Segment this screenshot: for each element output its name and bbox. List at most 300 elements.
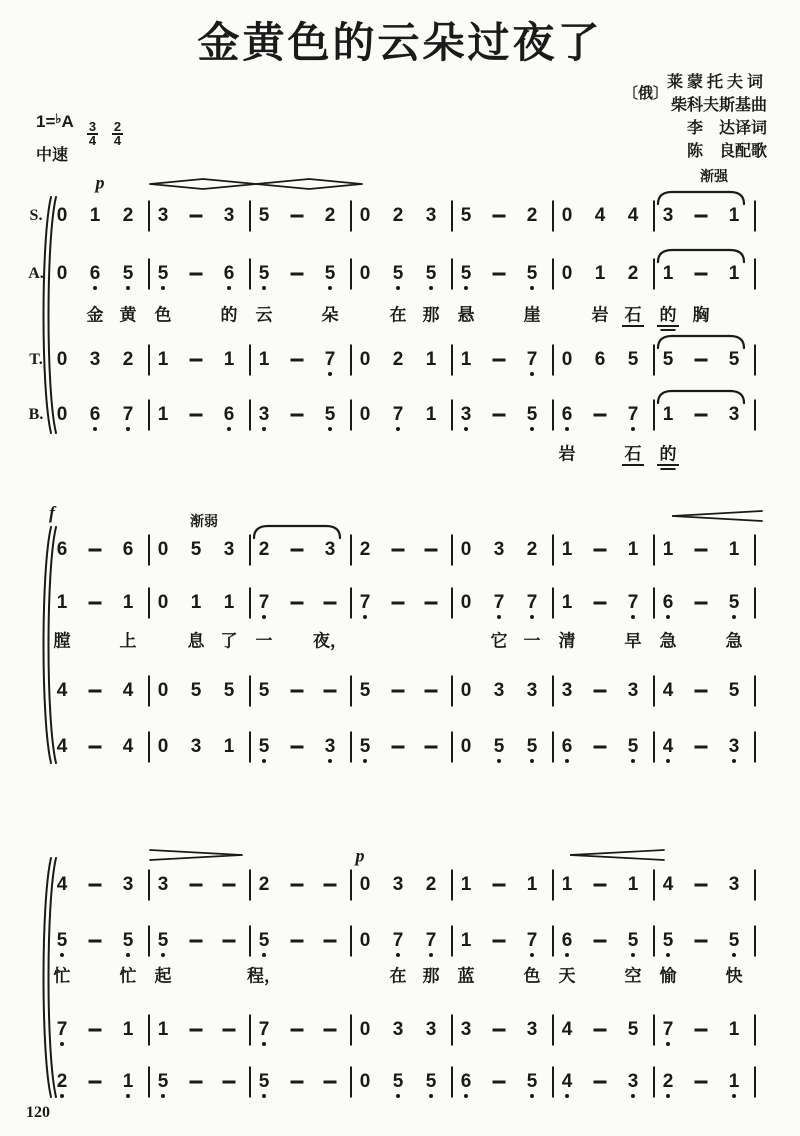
- note-digit: 1: [627, 539, 639, 560]
- note-digit: 7: [392, 930, 404, 951]
- octave-dot-low: [161, 286, 165, 290]
- swell-hairpin: [150, 176, 256, 192]
- lyric-syllable: 色: [523, 966, 541, 986]
- note-digit: 0: [56, 349, 68, 370]
- note-digit: 2: [56, 1071, 68, 1092]
- note-digit: 5: [122, 930, 134, 951]
- barline: [350, 535, 352, 566]
- lyric-syllable: 它: [490, 631, 508, 651]
- dash-mark: [291, 359, 304, 362]
- barline: [653, 345, 655, 376]
- dash-mark: [493, 359, 506, 362]
- octave-dot-low: [464, 1094, 468, 1098]
- note-digit: 5: [627, 736, 639, 757]
- dash-mark: [594, 1081, 607, 1084]
- octave-dot-low: [631, 615, 635, 619]
- barline: [653, 259, 655, 290]
- barline: [552, 1015, 554, 1046]
- note-digit: 3: [392, 1019, 404, 1040]
- note-digit: 3: [190, 736, 202, 757]
- note-digit: 7: [662, 1019, 674, 1040]
- note-digit: 1: [56, 592, 68, 613]
- dash-mark: [324, 690, 337, 693]
- note-digit: 0: [157, 680, 169, 701]
- note-digit: 7: [526, 592, 538, 613]
- note-digit: 2: [526, 539, 538, 560]
- note-digit: 0: [56, 263, 68, 284]
- lyric-syllable: 色: [154, 305, 172, 325]
- note-digit: 3: [157, 205, 169, 226]
- note-digit: 3: [493, 680, 505, 701]
- barline: [754, 926, 756, 957]
- barline: [249, 259, 251, 290]
- note-digit: 0: [157, 539, 169, 560]
- note-digit: 7: [324, 349, 336, 370]
- note-digit: 7: [627, 592, 639, 613]
- dash-mark: [291, 273, 304, 276]
- lyric-syllable: 上: [119, 631, 137, 651]
- lyric-syllable: 石: [624, 444, 642, 464]
- dash-mark: [425, 549, 438, 552]
- barline: [148, 676, 150, 707]
- lyric-syllable: 的: [659, 305, 677, 325]
- note-digit: 5: [157, 1071, 169, 1092]
- dim-hairpin: [150, 847, 242, 863]
- barline: [451, 535, 453, 566]
- note-digit: 3: [493, 539, 505, 560]
- barline: [451, 400, 453, 431]
- note-digit: 7: [425, 930, 437, 951]
- note-digit: 4: [56, 874, 68, 895]
- octave-dot-low: [666, 615, 670, 619]
- note-digit: 7: [56, 1019, 68, 1040]
- note-digit: 6: [56, 539, 68, 560]
- barline: [552, 732, 554, 763]
- note-digit: 5: [460, 205, 472, 226]
- octave-dot-low: [732, 759, 736, 763]
- dash-mark: [291, 1081, 304, 1084]
- dash-mark: [324, 1081, 337, 1084]
- lyric-syllable: 愉: [659, 966, 677, 986]
- note-digit: 1: [122, 1019, 134, 1040]
- note-digit: 7: [526, 930, 538, 951]
- note-digit: 7: [258, 592, 270, 613]
- barline: [451, 1067, 453, 1098]
- note-digit: 3: [561, 680, 573, 701]
- octave-dot-low: [565, 1094, 569, 1098]
- note-digit: 1: [728, 263, 740, 284]
- note-digit: 3: [728, 736, 740, 757]
- barline: [552, 400, 554, 431]
- note-digit: 6: [122, 539, 134, 560]
- dash-mark: [594, 602, 607, 605]
- note-digit: 5: [728, 680, 740, 701]
- note-digit: 1: [627, 874, 639, 895]
- octave-dot-low: [93, 286, 97, 290]
- barline: [653, 926, 655, 957]
- barline: [249, 588, 251, 619]
- dash-mark: [695, 215, 708, 218]
- note-digit: 6: [662, 592, 674, 613]
- lyric-syllable: 那: [422, 966, 440, 986]
- octave-dot-low: [429, 286, 433, 290]
- dash-mark: [695, 690, 708, 693]
- note-digit: 5: [223, 680, 235, 701]
- lyric-syllable: 忙: [119, 966, 137, 986]
- barline: [350, 201, 352, 232]
- dash-mark: [324, 602, 337, 605]
- barline: [653, 1067, 655, 1098]
- lyric-syllable: 忙: [53, 966, 71, 986]
- voice-label-s: S.: [29, 207, 43, 224]
- octave-dot-low: [396, 286, 400, 290]
- lyric-syllable: 在: [389, 966, 407, 986]
- octave-dot-low: [530, 953, 534, 957]
- note-digit: 0: [359, 205, 371, 226]
- note-digit: 5: [258, 205, 270, 226]
- barline: [451, 345, 453, 376]
- note-digit: 7: [258, 1019, 270, 1040]
- note-digit: 1: [662, 263, 674, 284]
- lyric-syllable: 云: [255, 305, 273, 325]
- octave-dot-low: [328, 286, 332, 290]
- octave-dot-low: [262, 427, 266, 431]
- lyric-underline-2: [661, 468, 676, 470]
- dash-mark: [324, 940, 337, 943]
- lyric-underline: [622, 464, 644, 466]
- octave-dot-low: [126, 953, 130, 957]
- note-digit: 5: [258, 680, 270, 701]
- note-digit: 6: [594, 349, 606, 370]
- dynamic-marking: p: [95, 172, 105, 193]
- octave-dot-low: [396, 427, 400, 431]
- octave-dot-low: [262, 953, 266, 957]
- dynamic-marking: f: [49, 502, 55, 523]
- lyric-syllable: 清: [558, 631, 576, 651]
- octave-dot-low: [262, 286, 266, 290]
- note-digit: 2: [258, 874, 270, 895]
- note-digit: 3: [324, 539, 336, 560]
- lyric-syllable: 空: [624, 966, 642, 986]
- note-digit: 1: [223, 592, 235, 613]
- note-digit: 4: [627, 205, 639, 226]
- barline: [754, 1067, 756, 1098]
- dash-mark: [425, 690, 438, 693]
- note-digit: 5: [258, 1071, 270, 1092]
- octave-dot-low: [126, 286, 130, 290]
- note-digit: 1: [662, 539, 674, 560]
- barline: [754, 588, 756, 619]
- octave-dot-low: [227, 427, 231, 431]
- note-digit: 5: [728, 592, 740, 613]
- dash-mark: [594, 549, 607, 552]
- note-digit: 4: [561, 1019, 573, 1040]
- dash-mark: [291, 602, 304, 605]
- note-digit: 2: [122, 205, 134, 226]
- credit-origin: 〔俄〕: [622, 85, 668, 102]
- note-digit: 4: [122, 736, 134, 757]
- note-digit: 0: [359, 349, 371, 370]
- note-digit: 4: [594, 205, 606, 226]
- barline: [148, 400, 150, 431]
- dash-mark: [695, 273, 708, 276]
- note-digit: 0: [359, 263, 371, 284]
- note-digit: 1: [122, 592, 134, 613]
- dash-mark: [223, 940, 236, 943]
- note-digit: 7: [493, 592, 505, 613]
- octave-dot-low: [126, 427, 130, 431]
- note-digit: 1: [561, 592, 573, 613]
- credit-lyricist: 莱蒙托夫词: [666, 74, 767, 91]
- note-digit: 1: [425, 404, 437, 425]
- octave-dot-low: [666, 1042, 670, 1046]
- time-signature-2-4: $\frac{2}{4}$: [113, 119, 122, 148]
- note-digit: 0: [359, 1019, 371, 1040]
- note-digit: 0: [460, 736, 472, 757]
- barline: [552, 676, 554, 707]
- dash-mark: [425, 746, 438, 749]
- note-digit: 2: [627, 263, 639, 284]
- slur-tie: [252, 523, 342, 539]
- barline: [653, 870, 655, 901]
- note-digit: 5: [157, 263, 169, 284]
- dash-mark: [695, 549, 708, 552]
- lyric-syllable: 夜，: [313, 631, 347, 651]
- note-digit: 1: [460, 930, 472, 951]
- page-number: 120: [26, 1104, 50, 1121]
- dash-mark: [493, 1081, 506, 1084]
- note-digit: 7: [122, 404, 134, 425]
- note-digit: 6: [89, 404, 101, 425]
- note-digit: 3: [728, 874, 740, 895]
- note-digit: 3: [122, 874, 134, 895]
- key-text: 1=♭A: [36, 111, 74, 131]
- dash-mark: [190, 1081, 203, 1084]
- octave-dot-low: [497, 615, 501, 619]
- note-digit: 2: [324, 205, 336, 226]
- lyric-syllable: 天: [558, 966, 576, 986]
- lyric-underline: [657, 325, 679, 327]
- dash-mark: [190, 215, 203, 218]
- note-digit: 0: [56, 205, 68, 226]
- note-digit: 7: [526, 349, 538, 370]
- barline: [653, 1015, 655, 1046]
- note-digit: 6: [223, 404, 235, 425]
- barline: [350, 870, 352, 901]
- octave-dot-low: [530, 615, 534, 619]
- barline: [653, 732, 655, 763]
- note-digit: 1: [157, 349, 169, 370]
- dash-mark: [291, 549, 304, 552]
- dash-mark: [89, 884, 102, 887]
- octave-dot-low: [262, 1094, 266, 1098]
- note-digit: 4: [662, 736, 674, 757]
- note-digit: 0: [359, 404, 371, 425]
- dash-mark: [89, 1029, 102, 1032]
- dash-mark: [594, 884, 607, 887]
- octave-dot-low: [464, 286, 468, 290]
- lyric-syllable: 膛: [53, 631, 71, 651]
- dash-mark: [695, 746, 708, 749]
- note-digit: 3: [157, 874, 169, 895]
- note-digit: 1: [526, 874, 538, 895]
- dash-mark: [493, 884, 506, 887]
- note-digit: 3: [662, 205, 674, 226]
- barline: [653, 535, 655, 566]
- note-digit: 5: [324, 263, 336, 284]
- lyric-syllable: 那: [422, 305, 440, 325]
- note-digit: 1: [728, 205, 740, 226]
- swell-hairpin: [256, 176, 362, 192]
- barline: [249, 201, 251, 232]
- note-digit: 5: [728, 930, 740, 951]
- dash-mark: [291, 690, 304, 693]
- note-digit: 5: [662, 930, 674, 951]
- note-digit: 1: [728, 1019, 740, 1040]
- credit-translator: 李 达译词: [686, 120, 767, 137]
- note-digit: 1: [561, 874, 573, 895]
- note-digit: 1: [258, 349, 270, 370]
- dash-mark: [89, 1081, 102, 1084]
- octave-dot-low: [497, 759, 501, 763]
- dash-mark: [190, 359, 203, 362]
- note-digit: 3: [324, 736, 336, 757]
- slur-tie: [656, 189, 746, 205]
- octave-dot-low: [227, 286, 231, 290]
- lyric-syllable: 蓝: [457, 966, 475, 986]
- octave-dot-low: [126, 1094, 130, 1098]
- note-digit: 3: [425, 205, 437, 226]
- lyric-syllable: 岩: [591, 305, 609, 325]
- barline: [451, 1015, 453, 1046]
- note-digit: 7: [359, 592, 371, 613]
- dash-mark: [695, 884, 708, 887]
- note-digit: 5: [392, 263, 404, 284]
- note-digit: 1: [728, 1071, 740, 1092]
- octave-dot-low: [363, 759, 367, 763]
- barline: [350, 676, 352, 707]
- barline: [148, 588, 150, 619]
- note-digit: 1: [425, 349, 437, 370]
- credit-arranger: 陈 良配歌: [686, 143, 767, 160]
- barline: [653, 201, 655, 232]
- note-digit: 1: [223, 736, 235, 757]
- note-digit: 5: [392, 1071, 404, 1092]
- octave-dot-low: [565, 427, 569, 431]
- barline: [653, 400, 655, 431]
- note-digit: 0: [359, 874, 371, 895]
- lyric-syllable: 胸: [692, 305, 710, 325]
- dash-mark: [594, 414, 607, 417]
- note-digit: 5: [157, 930, 169, 951]
- barline: [754, 259, 756, 290]
- note-digit: 3: [526, 680, 538, 701]
- note-digit: 2: [392, 205, 404, 226]
- barline: [249, 926, 251, 957]
- octave-dot-low: [60, 1042, 64, 1046]
- note-digit: 2: [662, 1071, 674, 1092]
- barline: [148, 345, 150, 376]
- dash-mark: [291, 1029, 304, 1032]
- lyric-underline: [657, 464, 679, 466]
- barline: [350, 588, 352, 619]
- barline: [148, 201, 150, 232]
- dash-mark: [324, 1029, 337, 1032]
- barline: [350, 926, 352, 957]
- barline: [552, 1067, 554, 1098]
- note-digit: 3: [627, 1071, 639, 1092]
- note-digit: 3: [258, 404, 270, 425]
- barline: [552, 870, 554, 901]
- octave-dot-low: [262, 615, 266, 619]
- octave-dot-low: [464, 427, 468, 431]
- barline: [451, 676, 453, 707]
- dash-mark: [493, 940, 506, 943]
- barline: [249, 1015, 251, 1046]
- note-digit: 5: [258, 930, 270, 951]
- dash-mark: [190, 940, 203, 943]
- dash-mark: [392, 746, 405, 749]
- dash-mark: [190, 414, 203, 417]
- octave-dot-low: [60, 953, 64, 957]
- barline: [148, 1067, 150, 1098]
- dash-mark: [695, 414, 708, 417]
- note-digit: 1: [89, 205, 101, 226]
- barline: [552, 588, 554, 619]
- barline: [148, 1015, 150, 1046]
- barline: [451, 732, 453, 763]
- note-digit: 0: [359, 930, 371, 951]
- note-digit: 5: [425, 263, 437, 284]
- note-digit: 1: [561, 539, 573, 560]
- note-digit: 0: [359, 1071, 371, 1092]
- note-digit: 1: [594, 263, 606, 284]
- note-digit: 3: [627, 680, 639, 701]
- note-digit: 2: [526, 205, 538, 226]
- dash-mark: [190, 1029, 203, 1032]
- octave-dot-low: [530, 1094, 534, 1098]
- dash-mark: [89, 940, 102, 943]
- note-digit: 0: [561, 263, 573, 284]
- lyric-syllable: 岩: [558, 444, 576, 464]
- note-digit: 3: [460, 404, 472, 425]
- barline: [249, 870, 251, 901]
- note-digit: 1: [157, 1019, 169, 1040]
- octave-dot-low: [429, 1094, 433, 1098]
- note-digit: 1: [460, 349, 472, 370]
- dash-mark: [493, 215, 506, 218]
- note-digit: 1: [662, 404, 674, 425]
- slur-tie: [656, 388, 746, 404]
- dash-mark: [223, 884, 236, 887]
- note-digit: 5: [258, 736, 270, 757]
- dynamic-marking: 渐弱: [190, 513, 218, 529]
- lyric-syllable: 石: [624, 305, 642, 325]
- dash-mark: [190, 884, 203, 887]
- barline: [754, 535, 756, 566]
- lyric-syllable: 快: [725, 966, 743, 986]
- note-digit: 6: [460, 1071, 472, 1092]
- note-digit: 5: [526, 1071, 538, 1092]
- note-digit: 5: [526, 404, 538, 425]
- voice-label-a: A.: [28, 265, 44, 282]
- note-digit: 3: [425, 1019, 437, 1040]
- octave-dot-low: [565, 759, 569, 763]
- lyric-syllable: 急: [659, 631, 677, 651]
- barline: [249, 400, 251, 431]
- slur-tie: [656, 333, 746, 349]
- lyric-syllable: 程，: [247, 966, 281, 986]
